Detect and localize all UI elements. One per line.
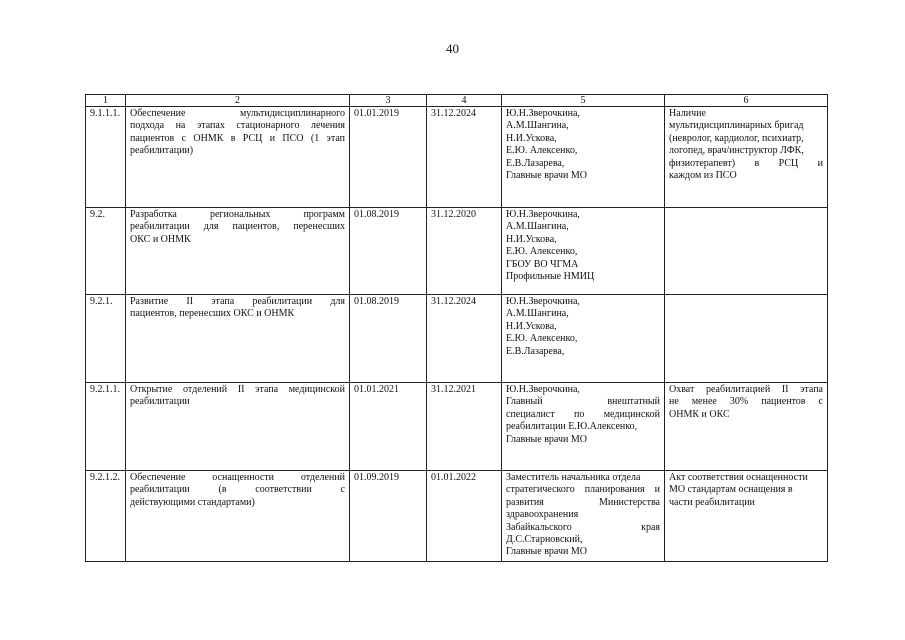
task-cell-line: реабилитации для пациентов, перенесших [130,221,345,233]
responsible-cell-line: Главные врачи МО [506,546,587,558]
responsible-cell-line: А.М.Шангина, [506,120,569,132]
responsible-cell-line: Е.В.Лазарева, [506,345,565,357]
responsible-cell-line: ГБОУ ВО ЧГМА [506,258,579,270]
task-cell-line: Развитие II этапа реабилитации для [130,296,345,307]
column-header: 4 [427,95,502,107]
result-cell [665,107,828,208]
result-cell-line: Наличие [669,108,706,119]
result-cell [665,471,828,562]
responsible-cell-line: А.М.Шангина, [506,221,569,233]
responsible-cell-line: Главные врачи МО [506,170,587,182]
task-cell-line: пациентов с ОНМК в РСЦ и ПСО (1 этап [130,132,345,144]
responsible-cell-line: Е.Ю. Алексенко, [506,246,578,258]
responsible-cell-line: Забайкальского края [506,521,660,533]
table-row [86,208,828,295]
start-date-cell: 01.01.2019 [350,107,427,208]
task-cell [126,107,350,208]
column-header: 1 [86,95,126,107]
responsible-cell-line: Е.Ю. Алексенко, [506,145,578,157]
task-cell-line: реабилитации [130,396,190,408]
result-cell-line: Охват реабилитацией II этапа [669,384,823,395]
result-cell-line: физиотерапевт) в РСЦ и [669,157,823,169]
result-cell-line: Акт соответствия оснащенности [669,472,808,483]
page-number: 40 [446,41,459,56]
item-number-cell: 9.2.1.2. [86,471,126,562]
column-header: 6 [665,95,828,107]
task-cell-line: реабилитации (в соответствии с [130,484,345,496]
item-number-cell: 9.1.1.1. [86,107,126,208]
responsible-cell-line: Ю.Н.Зверочкина, [506,209,580,220]
plan-table [85,94,828,562]
responsible-cell-line: стратегического планирования и [506,484,660,496]
responsible-cell-line: здравоохранения [506,509,579,521]
responsible-cell-line: Н.И.Ускова, [506,132,557,144]
item-number-cell: 9.2. [86,208,126,295]
responsible-cell-line: А.М.Шангина, [506,308,569,320]
responsible-cell-line: Ю.Н.Зверочкина, [506,296,580,307]
responsible-cell-line: специалист по медицинской [506,408,660,420]
responsible-cell-line: развития Министерства [506,496,660,508]
result-cell-line: мультидисциплинарных бригад [669,120,804,132]
end-date-cell: 01.01.2022 [427,471,502,562]
task-cell [126,383,350,471]
responsible-cell-line: Е.Ю. Алексенко, [506,333,578,345]
responsible-cell-line: Ю.Н.Зверочкина, [506,108,580,119]
result-cell-line: ОНМК и ОКС [669,408,730,420]
responsible-cell-line: Главный внештатный [506,396,660,408]
item-number-cell: 9.2.1. [86,295,126,383]
result-cell-line: каждом из ПСО [669,170,737,182]
responsible-cell-line: Главные врачи МО [506,433,587,445]
task-cell-line: Обеспечение мультидисциплинарного [130,108,345,119]
task-cell [126,471,350,562]
responsible-cell-line: Ю.Н.Зверочкина, [506,384,580,395]
result-cell-line: не менее 30% пациентов с [669,396,823,408]
column-header: 5 [502,95,665,107]
task-cell [126,295,350,383]
result-cell-line: МО стандартам оснащения в [669,484,793,496]
result-cell [665,383,828,471]
responsible-cell-line: Н.И.Ускова, [506,233,557,245]
responsible-cell-line: Д.С.Старновский, [506,534,583,546]
responsible-cell-line: Заместитель начальника отдела [506,472,641,483]
task-cell-line: Обеспечение оснащенности отделений [130,472,345,483]
end-date-cell: 31.12.2021 [427,383,502,471]
end-date-cell: 31.12.2024 [427,295,502,383]
task-cell-line: реабилитации) [130,145,194,157]
task-cell-line: Открытие отделений II этапа медицинской [130,384,345,395]
item-number-cell: 9.2.1.1. [86,383,126,471]
task-cell-line: пациентов, перенесших ОКС и ОНМК [130,308,295,320]
end-date-cell: 31.12.2020 [427,208,502,295]
end-date-cell: 31.12.2024 [427,107,502,208]
table-row [86,107,828,208]
responsible-cell [502,107,665,208]
task-cell-line: действующими стандартами) [130,496,255,508]
task-cell [126,208,350,295]
table-row [86,383,828,471]
responsible-cell [502,208,665,295]
start-date-cell: 01.08.2019 [350,208,427,295]
result-cell-line: (невролог, кардиолог, психиатр, [669,132,804,144]
start-date-cell: 01.09.2019 [350,471,427,562]
responsible-cell [502,471,665,562]
task-cell-line: Разработка региональных программ [130,209,345,220]
task-cell-line: подхода на этапах стационарного лечения [130,120,345,132]
result-cell-line: логопед, врач/инструктор ЛФК, [669,145,804,157]
column-header: 3 [350,95,427,107]
responsible-cell-line: Профильные НМИЦ [506,271,595,283]
responsible-cell [502,295,665,383]
result-cell [665,208,828,295]
table-row [86,295,828,383]
responsible-cell-line: Н.И.Ускова, [506,320,557,332]
task-cell-line: ОКС и ОНМК [130,233,191,245]
responsible-cell-line: Е.В.Лазарева, [506,157,565,169]
responsible-cell [502,383,665,471]
start-date-cell: 01.01.2021 [350,383,427,471]
responsible-cell-line: реабилитации Е.Ю.Алексенко, [506,421,638,433]
table-row [86,471,828,562]
result-cell [665,295,828,383]
start-date-cell: 01.08.2019 [350,295,427,383]
column-header: 2 [126,95,350,107]
result-cell-line: части реабилитации [669,496,755,508]
column-number-row [86,95,828,107]
